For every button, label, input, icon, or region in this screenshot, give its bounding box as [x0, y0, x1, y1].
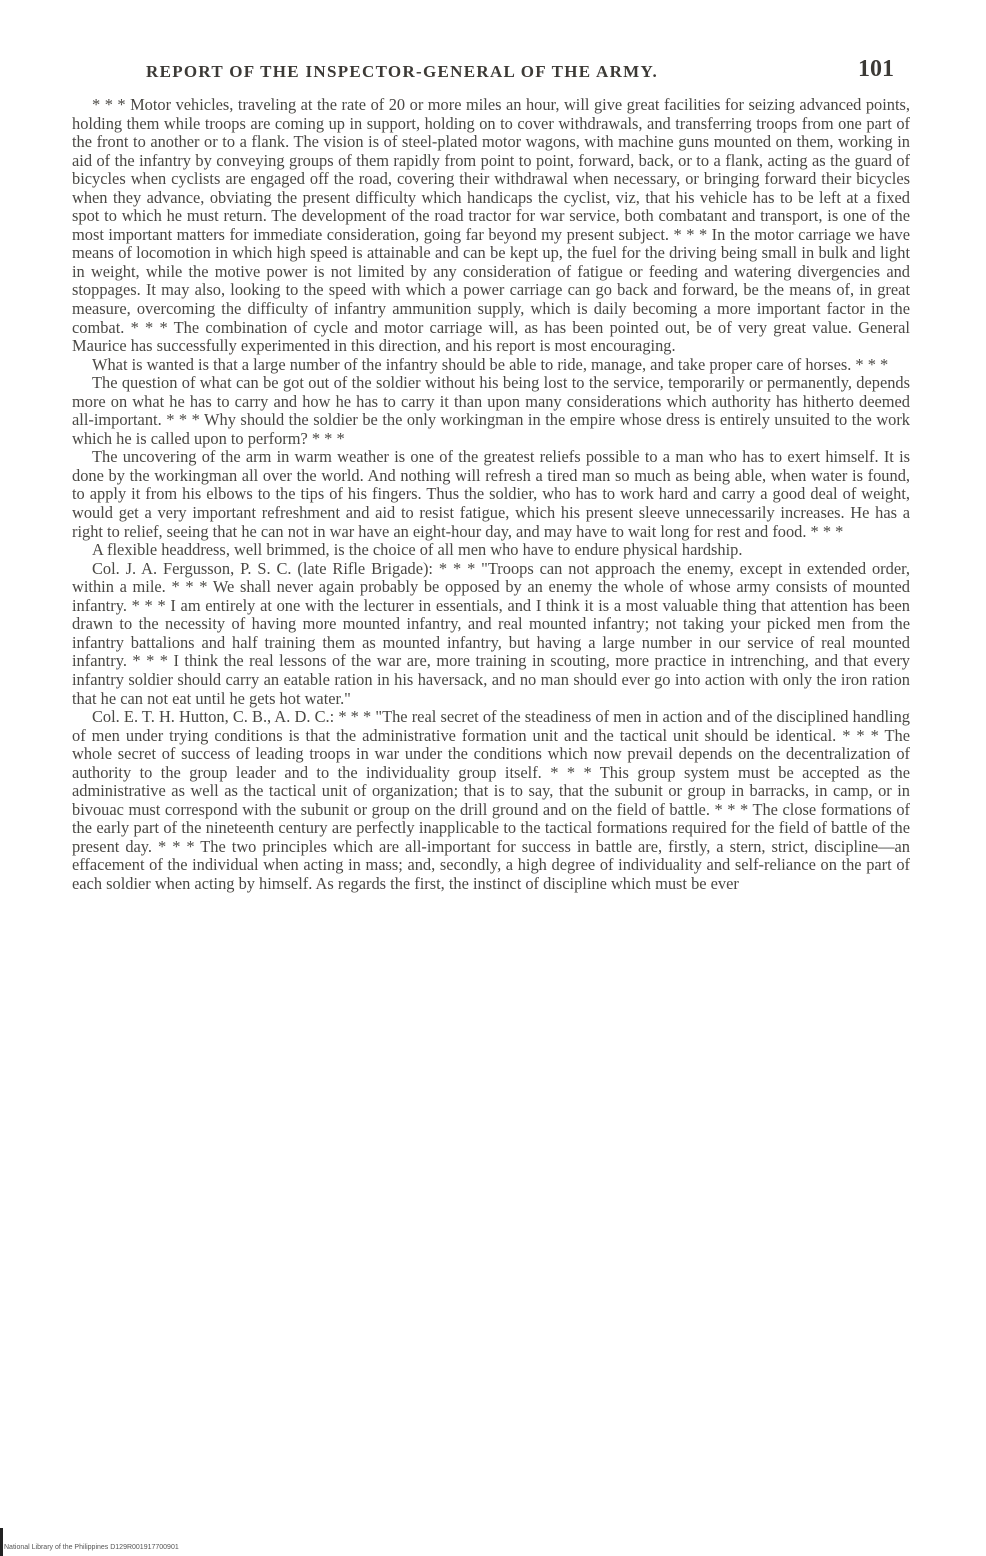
running-head [146, 56, 906, 86]
paragraph: The question of what can be got out of the soldier without his being lost to the service, temporarily or permanently, depends more on what he has to carry and how he has to carry it than upon many considerations which authority has hitherto deemed all-important. * * * Why should the soldier be the only workingman in the empire whose dress is entirely unsuited to the work which he is called upon to perform? * * * [72, 373, 910, 448]
paragraph: * * * Motor vehicles, traveling at the rate of 20 or more miles an hour, will give great facilities for seizing advanced points, holding them while troops are coming up in support, holding on to cover withdrawals, and transferring troops from one part of the front to another or to a flank. The vision is of steel-plated motor wagons, with machine guns mounted on them, working in aid of the infantry by conveying groups of them rapidly from point to point, forward, back, or to a flank, acting as the guard of bicycles when cyclists are engaged off the road, covering their withdrawal when necessary, or bringing forward their bicycles when they advance, obviating the present difficulty which handicaps the cyclist, viz, that his vehicle has to be left at a fixed spot to which he must return. The development of the road tractor for war service, both combatant and transport, is one of the most important matters for immediate consideration, going far beyond my present subject. * * * In the motor carriage we have means of locomotion in which high speed is attainable and can be kept up, the fuel for the driving being small in bulk and light in weight, while the motive power is not limited by any consideration of fatigue or feeding and watering divergencies and stoppages. It may also, looking to the speed with which a power carriage can go back and forward, be the means of, in great measure, overcoming the difficulty of infantry ammunition supply, which is daily becoming a more important factor in the combat. * * * The combination of cycle and motor carriage will, as has been pointed out, be of very great value. General Maurice has successfully experimented in this direction, and his report is most encouraging. [72, 96, 910, 356]
page-number: 101 [858, 56, 894, 82]
paragraph: The uncovering of the arm in warm weather is one of the greatest reliefs possible to a man who has to exert himself. It is done by the workingman all over the world. And nothing will refresh a tired man so much as being able, when water is found, to apply it from his elbows to the tips of his fingers. Thus the soldier, who has to work hard and carry a good deal of weight, would get a very important refreshment and aid to resist fatigue, which his present sleeve unnecessarily increases. He has a right to relief, seeing that he can not in war have an eight-hour day, and may have to wait long for rest and food. * * * [72, 447, 910, 541]
scan-source-line: National Library of the Philippines D129R001917700901 [4, 1544, 179, 1551]
paragraph: Col. E. T. H. Hutton, C. B., A. D. C.: * * * "The real secret of the steadiness of men in action and of the disciplined handling of men under trying conditions is that the administrative formation unit and the tactical unit should be identical. * * * The whole secret of success of leading troops in war under the conditions which now prevail depends on the decentralization of authority to the group leader and to the individuality group itself. * * * This group system must be accepted as the administrative as well as the tactical unit of organization; that is to say, that the subunit or group in barracks, in camp, or in bivouac must correspond with the subunit or group on the drill ground and on the field of battle. * * * The close formations of the early part of the nineteenth century are perfectly inapplicable to the tactical formations required for the field of battle of the present day. * * * The two principles which are all-important for success in battle are, firstly, a stern, strict, discipline—an effacement of the individual when acting in mass; and, secondly, a high degree of individuality and self-reliance on the part of each soldier when acting by himself. As regards the first, the instinct of discipline which must be ever [72, 707, 910, 893]
body-text [72, 96, 910, 1516]
paragraph: A flexible headdress, well brimmed, is the choice of all men who have to endure physical hardship. [92, 540, 743, 560]
paragraph: What is wanted is that a large number of the infantry should be able to ride, manage, and take proper care of horses. * * * [92, 354, 889, 374]
paragraph: Col. J. A. Fergusson, P. S. C. (late Rifle Brigade): * * * "Troops can not approach the enemy, except in extended order, within a mile. * * * We shall never again probably be opposed by an enemy the whole of whose army consists of mounted infantry. * * * I am entirely at one with the lecturer in essentials, and I think it is a most valuable thing that attention has been drawn to the necessity of having more mounted infantry, and real mounted infantry; not taking your picked men from the infantry battalions and half training them as mounted infantry, but having a large number in our service of real mounted infantry. * * * I think the real lessons of the war are, more training in scouting, more practice in intrenching, and that every infantry soldier should carry an eatable ration in his haversack, and no man should ever go into action with only the iron ration that he can not eat until he gets hot water." [72, 558, 910, 708]
running-title: REPORT OF THE INSPECTOR-GENERAL OF THE ARMY. [146, 62, 659, 81]
scan-edge-mark [0, 1528, 3, 1556]
